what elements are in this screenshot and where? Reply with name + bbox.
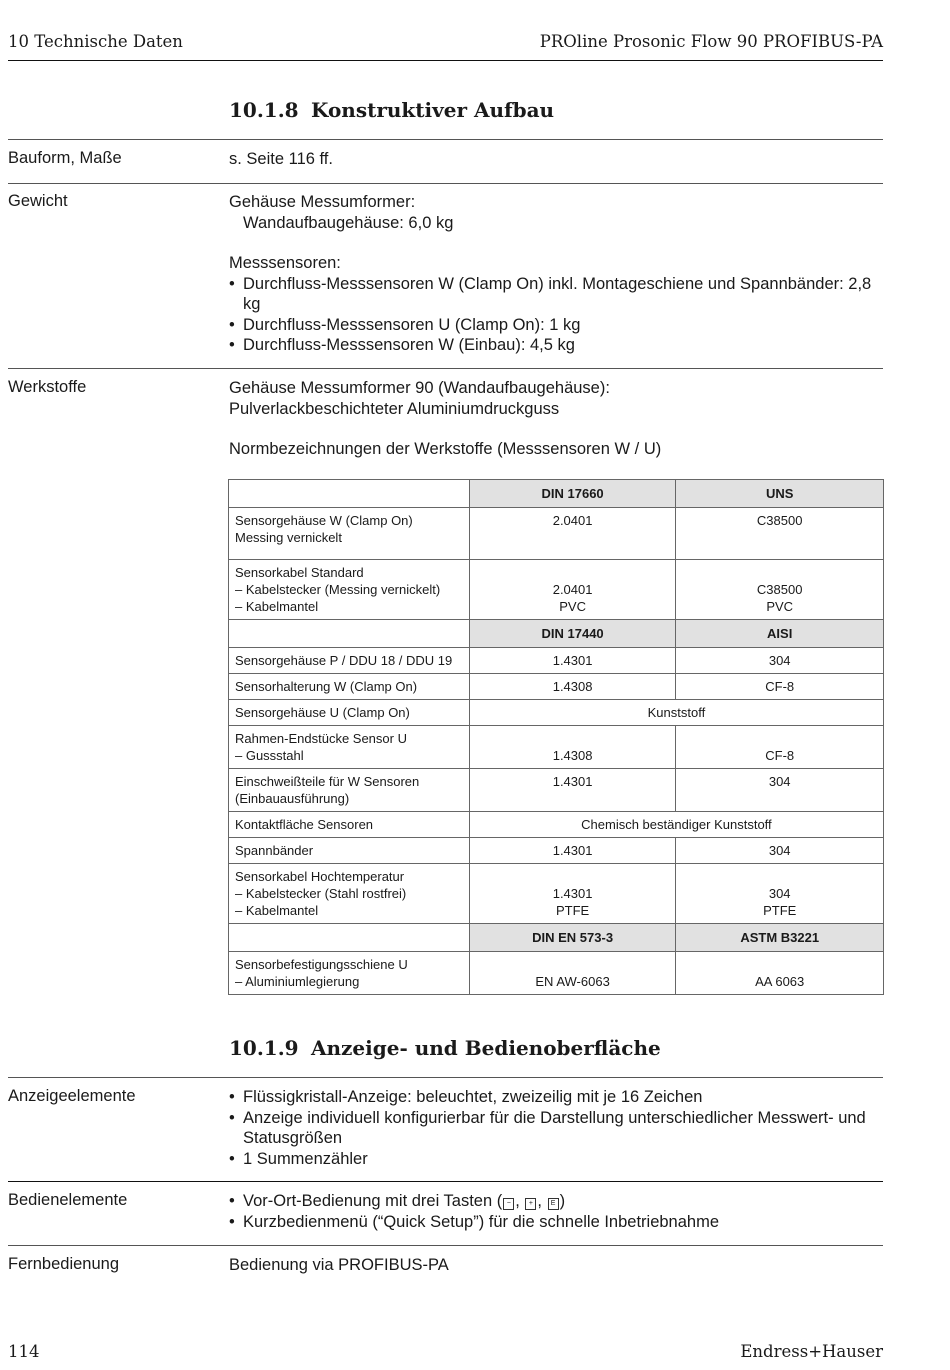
table-header-row: DIN EN 573-3 ASTM B3221 [229, 924, 884, 952]
page-number: 114 [8, 1342, 40, 1361]
table-header-row: DIN 17660 UNS [229, 480, 884, 508]
list-item: • Vor-Ort-Bedienung mit drei Tasten ( − , + , E ) [229, 1191, 879, 1212]
section-heading-1018 [229, 98, 554, 122]
list-item: • Anzeige individuell konfigurierbar für die Darstellung unterschiedlicher Messwert- und Statusgrößen [229, 1108, 879, 1149]
label-fern: Fernbedienung [8, 1255, 120, 1273]
value-werkstoffe: Gehäuse Messumformer 90 (Wandaufbaugehäuse): Pulverlackbeschichteter Aluminiumdruckguss Normbezeichnungen der Werkstoffe (Messsensoren W / U) [229, 379, 662, 458]
table-header-row: DIN 17440 AISI [229, 620, 884, 648]
list-item: • Durchfluss-Messsensoren W (Einbau): 4,5 kg [229, 335, 879, 356]
divider [8, 1077, 883, 1078]
minus-key-icon: − [503, 1198, 514, 1210]
divider [8, 368, 883, 369]
table-row: Sensorgehäuse P / DDU 18 / DDU 19 1.4301 304 [229, 648, 884, 674]
running-header-left: 10 Technische Daten [8, 32, 183, 51]
materials-table [228, 479, 884, 995]
table-row: Sensorkabel Hochtemperatur – Kabelstecker (Stahl rostfrei) – Kabelmantel 1.4301 PTFE 304 PTFE [229, 864, 884, 924]
brand-logo: Endress+Hauser [740, 1342, 883, 1361]
enter-key-icon: E [548, 1198, 559, 1210]
label-gewicht: Gewicht [8, 192, 68, 210]
header-rule [8, 60, 883, 61]
section-title: Anzeige- und Bedienoberfläche [311, 1036, 661, 1060]
list-item: • Flüssigkristall-Anzeige: beleuchtet, zweizeilig mit je 16 Zeichen [229, 1087, 879, 1108]
list-item: • Kurzbedienmenü (“Quick Setup”) für die schnelle Inbetriebnahme [229, 1212, 879, 1233]
operation-list [229, 1191, 879, 1232]
list-item: • Durchfluss-Messsensoren W (Clamp On) inkl. Montageschiene und Spannbänder: 2,8 kg [229, 274, 879, 315]
value-fern: Bedienung via PROFIBUS-PA [229, 1256, 449, 1274]
divider [8, 1181, 883, 1182]
section-title: Konstruktiver Aufbau [311, 98, 555, 122]
label-bedien: Bedienelemente [8, 1191, 128, 1209]
section-number: 10.1.8 [229, 98, 299, 122]
table-row: Kontaktfläche Sensoren Chemisch beständiger Kunststoff [229, 812, 884, 838]
table-row: Sensorgehäuse U (Clamp On) Kunststoff [229, 700, 884, 726]
section-number: 10.1.9 [229, 1036, 299, 1060]
sensor-weight-list [229, 274, 879, 356]
list-item: • 1 Summenzähler [229, 1149, 879, 1170]
display-list [229, 1087, 879, 1169]
table-row: Spannbänder 1.4301 304 [229, 838, 884, 864]
divider [8, 183, 883, 184]
table-row: Sensorkabel Standard – Kabelstecker (Messing vernickelt) – Kabelmantel 2.0401 PVC C38500 PVC [229, 560, 884, 620]
sensor-title: Messsensoren: [229, 254, 341, 272]
label-bauform: Bauform, Maße [8, 149, 122, 167]
label-werkstoffe: Werkstoffe [8, 378, 87, 396]
value-bedien [229, 1191, 879, 1232]
value-anzeige [229, 1087, 879, 1169]
divider [8, 1245, 883, 1246]
gehaeuse-value: Wandaufbaugehäuse: 6,0 kg [243, 213, 454, 232]
list-item: • Durchfluss-Messsensoren U (Clamp On): 1 kg [229, 315, 879, 336]
value-gewicht [229, 192, 879, 356]
gehaeuse-title: Gehäuse Messumformer: [229, 193, 416, 211]
plus-key-icon: + [525, 1198, 536, 1210]
value-bauform: s. Seite 116 ff. [229, 150, 333, 168]
section-heading-1019 [229, 1036, 661, 1060]
running-header-right: PROline Prosonic Flow 90 PROFIBUS-PA [539, 32, 883, 51]
table-row: Rahmen-Endstücke Sensor U – Gussstahl 1.4308 CF-8 [229, 726, 884, 769]
label-anzeige: Anzeigeelemente [8, 1087, 136, 1105]
divider [8, 139, 883, 140]
table-row: Sensorgehäuse W (Clamp On) Messing vernickelt 2.0401 C38500 [229, 508, 884, 560]
table-row: Sensorhalterung W (Clamp On) 1.4308 CF-8 [229, 674, 884, 700]
table-row: Einschweißteile für W Sensoren (Einbauausführung) 1.4301 304 [229, 769, 884, 812]
table-row: Sensorbefestigungsschiene U – Aluminiumlegierung EN AW-6063 AA 6063 [229, 952, 884, 995]
